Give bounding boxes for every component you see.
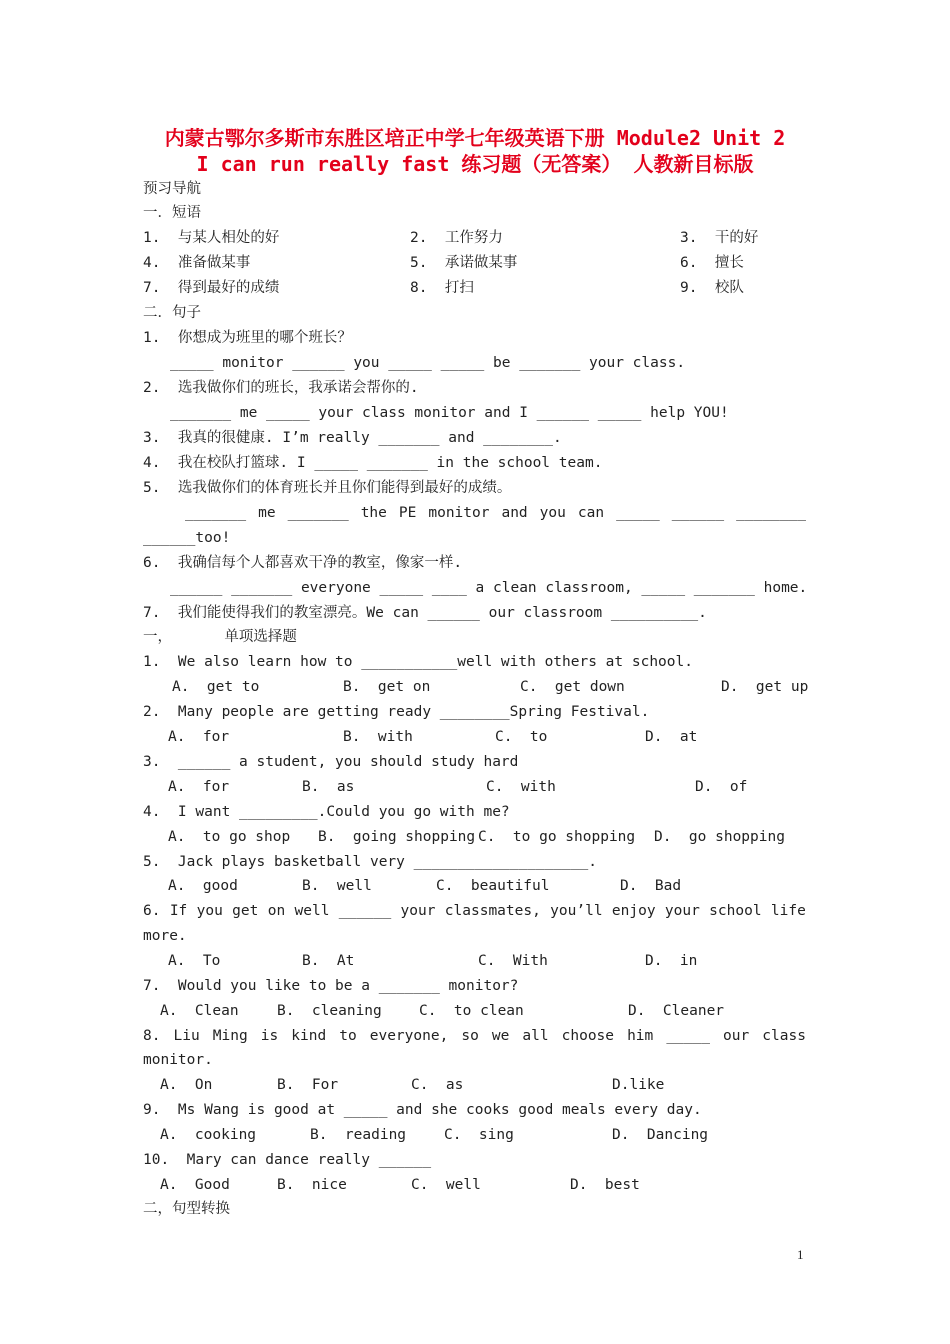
mc-option: C. sing [444, 1127, 514, 1143]
mc-option: D. in [645, 953, 698, 969]
mc-option: A. good [168, 878, 238, 894]
phrase-item: 5. 承诺做某事 [410, 255, 518, 271]
title-line-2: I can run really fast 练习题（无答案） 人教新目标版 [196, 152, 754, 176]
mc-question: 9. Ms Wang is good at _____ and she cooks good meals every day. [143, 1102, 702, 1118]
sentence-prompt: 6. 我确信每个人都喜欢干净的教室，像家一样. [143, 555, 463, 571]
mc-option: B. get on [343, 679, 431, 695]
mc-option: B. At [302, 953, 355, 969]
mc-option: C. to go shopping [478, 829, 636, 845]
mc-option: A. cooking [160, 1127, 257, 1143]
mc-option: C. as [411, 1077, 464, 1093]
phrase-item: 1. 与某人相处的好 [143, 230, 280, 246]
mc-option: D. Cleaner [628, 1003, 725, 1019]
phrase-item: 7. 得到最好的成绩 [143, 280, 280, 296]
mc-question: 7. Would you like to be a _______ monitor? [143, 978, 519, 994]
page-number: 1 [797, 1247, 804, 1262]
sentence-blank-line: ______ _______ everyone _____ ____ a clean classroom, _____ _______ home. [170, 580, 808, 596]
mc-question: 5. Jack plays basketball very ____________________. [143, 854, 597, 870]
phrase-item: 8. 打扫 [410, 280, 474, 296]
sentence-blank-line: _____ monitor ______ you _____ _____ be _______ your class. [170, 355, 686, 371]
mc-option: D. get up [721, 679, 809, 695]
mc-option: C. get down [520, 679, 625, 695]
mc-option: B. nice [277, 1177, 347, 1193]
mc-question: 2. Many people are getting ready ________Spring Festival. [143, 704, 650, 720]
mc-option: A. To [168, 953, 221, 969]
phrase-item: 2. 工作努力 [410, 230, 503, 246]
mc-option: B. as [302, 779, 355, 795]
sentence-prompt: 5. 选我做你们的体育班长并且你们能得到最好的成绩。 [143, 480, 512, 496]
mc-option: A. On [160, 1077, 213, 1093]
sentence-prompt: 1. 你想成为班里的哪个班长？ [143, 330, 352, 346]
mc-option: C. well [411, 1177, 481, 1193]
phrase-item: 9. 校队 [680, 280, 744, 296]
mc-option: B. with [343, 729, 413, 745]
phrase-item: 6. 擅长 [680, 255, 744, 271]
mc-question-continued: more. [143, 928, 187, 944]
mc-option: B. well [302, 878, 372, 894]
mc-option: A. to go shop [168, 829, 291, 845]
mc-option: C. With [478, 953, 548, 969]
mc-option: A. get to [172, 679, 260, 695]
sentence-prompt: 7. 我们能使得我们的教室漂亮。We can ______ our classroom __________. [143, 605, 707, 621]
sentence-blank-line-justified: _______ me _______ the PE monitor and you can _____ ______ ________ [185, 505, 806, 521]
title-line-1: 内蒙古鄂尔多斯市东胜区培正中学七年级英语下册 Module2 Unit 2 [164, 126, 786, 150]
section-multiple-choice-heading: 一， 单项选择题 [143, 629, 297, 645]
mc-option: D. go shopping [654, 829, 785, 845]
sentence-prompt: 2. 选我做你们的班长，我承诺会帮你的. [143, 380, 419, 396]
mc-question-continued: monitor. [143, 1052, 213, 1068]
preview-label: 预习导航 [143, 181, 201, 197]
sentence-blank-line: ______too! [143, 530, 231, 546]
mc-option: D. Dancing [612, 1127, 709, 1143]
mc-question: 3. ______ a student, you should study hard [143, 754, 519, 770]
mc-option: A. Good [160, 1177, 230, 1193]
sentence-prompt: 3. 我真的很健康. I’m really _______ and ________. [143, 430, 562, 446]
phrase-item: 4. 准备做某事 [143, 255, 251, 271]
mc-option: D. Bad [620, 878, 682, 894]
sentence-prompt: 4. 我在校队打篮球. I _____ _______ in the school team. [143, 455, 603, 471]
mc-option: D. at [645, 729, 698, 745]
mc-question: 1. We also learn how to ___________well with others at school. [143, 654, 693, 670]
mc-option: C. beautiful [436, 878, 550, 894]
phrase-item: 3. 干的好 [680, 230, 759, 246]
mc-question: 4. I want _________.Could you go with me? [143, 804, 510, 820]
mc-option: C. with [486, 779, 556, 795]
mc-option: D. of [695, 779, 748, 795]
section-sentence-transform-heading: 二，句型转换 [143, 1201, 230, 1217]
mc-question: 10. Mary can dance really ______ [143, 1152, 432, 1168]
mc-option: B. cleaning [277, 1003, 382, 1019]
sentence-blank-line: _______ me _____ your class monitor and I ______ _____ help YOU! [170, 405, 729, 421]
mc-question-justified: 8. Liu Ming is kind to everyone, so we all choose him _____ our class [143, 1028, 806, 1044]
mc-option: B. going shopping [318, 829, 476, 845]
mc-option: B. reading [310, 1127, 407, 1143]
mc-option: D.like [612, 1077, 665, 1093]
mc-option: D. best [570, 1177, 640, 1193]
mc-option: A. for [168, 779, 230, 795]
mc-option: C. to [495, 729, 548, 745]
mc-option: A. Clean [160, 1003, 239, 1019]
section-phrases-heading: 一．短语 [143, 205, 201, 221]
mc-option: C. to clean [419, 1003, 524, 1019]
mc-option: A. for [168, 729, 230, 745]
section-sentences-heading: 二．句子 [143, 305, 201, 321]
mc-option: B. For [277, 1077, 339, 1093]
mc-question-justified: 6. If you get on well ______ your classmates, you’ll enjoy your school life [143, 903, 806, 919]
